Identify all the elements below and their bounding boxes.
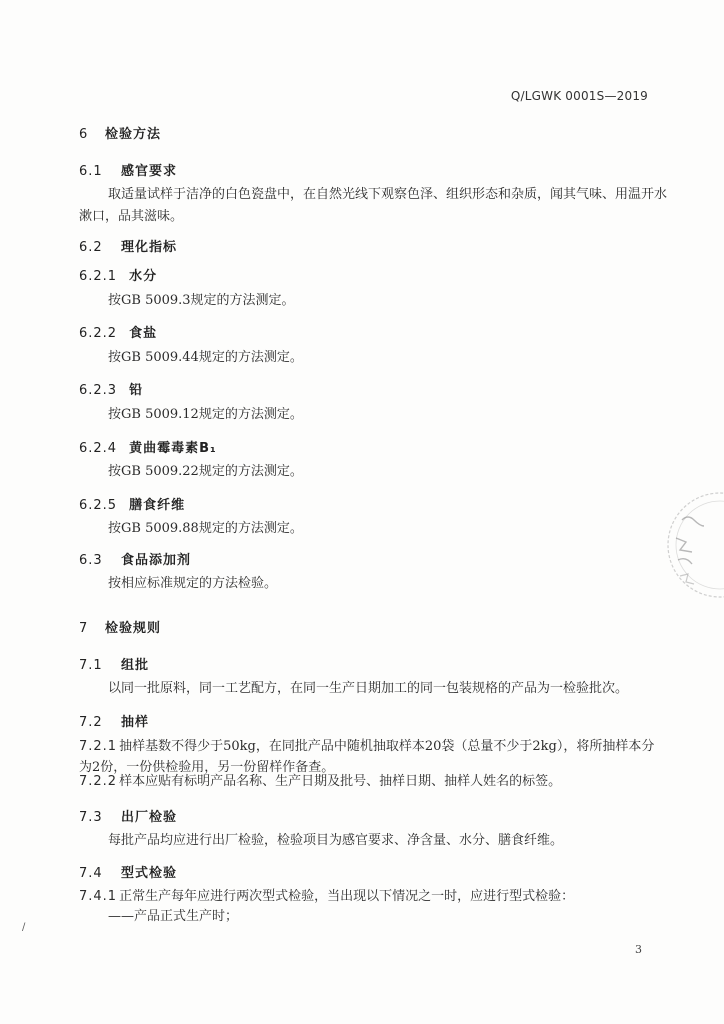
section-number: 6.3 [79, 553, 103, 568]
section-number: 7.4.1 [79, 889, 118, 904]
section-number: 6.2.4 [79, 441, 118, 456]
section-7-3-heading [79, 806, 177, 825]
section-7-2-1-paragraph [79, 736, 655, 758]
section-7-heading [79, 617, 161, 636]
section-title: 黄曲霉毒素B₁ [129, 441, 217, 456]
section-title: 膳食纤维 [129, 498, 186, 513]
section-title: 检验方法 [105, 127, 162, 142]
section-number: 7.3 [79, 810, 103, 825]
section-7-2-2-text: 样本应贴有标明产品名称、生产日期及批号、抽样日期、抽样人姓名的标签。 [119, 774, 562, 789]
document-code: Q/LGWK 0001S—2019 [510, 89, 648, 103]
section-number: 6.2.1 [79, 269, 118, 284]
section-7-3-text: 每批产品均应进行出厂检验，检验项目为感官要求、净含量、水分、膳食纤维。 [108, 833, 564, 848]
section-6-2-1-text: 按GB 5009.3规定的方法测定。 [108, 293, 295, 308]
margin-mark: / [22, 922, 26, 933]
section-6-2-3-heading [79, 379, 143, 398]
section-6-2-4-heading [79, 437, 217, 456]
section-6-2-3-text: 按GB 5009.12规定的方法测定。 [108, 407, 303, 422]
section-7-1-text: 以同一批原料，同一工艺配方，在同一生产日期加工的同一包装规格的产品为一检验批次。 [108, 681, 629, 696]
section-title: 水分 [129, 269, 158, 284]
section-6-2-5-heading [79, 494, 185, 513]
section-7-1-heading [79, 654, 149, 673]
section-number: 6.2.5 [79, 498, 118, 513]
section-6-3-text: 按相应标准规定的方法检验。 [108, 576, 278, 591]
section-title: 型式检验 [121, 866, 178, 881]
page-number: 3 [635, 943, 642, 956]
section-number: 6.1 [79, 164, 103, 179]
section-number: 7.2 [79, 715, 103, 730]
section-7-2-1-text-line1: 抽样基数不得少于50kg，在同批产品中随机抽取样本20袋（总量不少于2kg），将所抽样本分 [119, 739, 655, 754]
section-number: 6.2 [79, 240, 103, 255]
section-number: 7 [79, 621, 89, 636]
seal-stamp [658, 480, 724, 610]
section-title: 出厂检验 [121, 810, 178, 825]
section-title: 铅 [129, 383, 144, 398]
section-7-2-2-paragraph [79, 771, 652, 793]
section-title: 理化指标 [121, 240, 178, 255]
section-number: 6 [79, 127, 89, 142]
section-6-2-5-text: 按GB 5009.88规定的方法测定。 [108, 521, 303, 536]
section-6-2-heading [79, 236, 177, 255]
section-number: 6.2.2 [79, 326, 118, 341]
section-number: 7.4 [79, 866, 103, 881]
section-number: 7.1 [79, 658, 103, 673]
section-7-4-1-text-line1: 正常生产每年应进行两次型式检验，当出现以下情况之一时，应进行型式检验： [119, 889, 575, 904]
section-title: 抽样 [121, 715, 150, 730]
section-number: 7.2.1 [79, 739, 118, 754]
section-6-1-text-line2: 漱口，品其滋味。 [79, 209, 184, 224]
section-7-4-1-paragraph [79, 886, 652, 908]
section-6-1-heading [79, 160, 177, 179]
section-6-1-text-line1: 取适量试样于洁净的白色瓷盘中，在自然光线下观察色泽、组织形态和杂质，闻其气味、用温开水 [108, 187, 668, 202]
section-6-heading [79, 123, 161, 142]
section-6-2-2-text: 按GB 5009.44规定的方法测定。 [108, 350, 303, 365]
section-7-4-1-text-line2: ——产品正式生产时； [108, 909, 239, 924]
section-title: 感官要求 [121, 164, 178, 179]
section-7-2-1-text-line2: 为2份，一份供检验用，另一份留样作备查。 [79, 760, 335, 775]
section-title: 食盐 [129, 326, 158, 341]
section-number: 7.2.2 [79, 774, 118, 789]
section-6-3-heading [79, 549, 191, 568]
section-7-4-heading [79, 862, 177, 881]
section-6-2-4-text: 按GB 5009.22规定的方法测定。 [108, 464, 303, 479]
section-number: 6.2.3 [79, 383, 118, 398]
section-6-2-1-heading [79, 265, 157, 284]
section-7-2-heading [79, 711, 149, 730]
section-6-2-2-heading [79, 322, 157, 341]
section-title: 组批 [121, 658, 150, 673]
section-title: 检验规则 [105, 621, 162, 636]
section-title: 食品添加剂 [121, 553, 192, 568]
